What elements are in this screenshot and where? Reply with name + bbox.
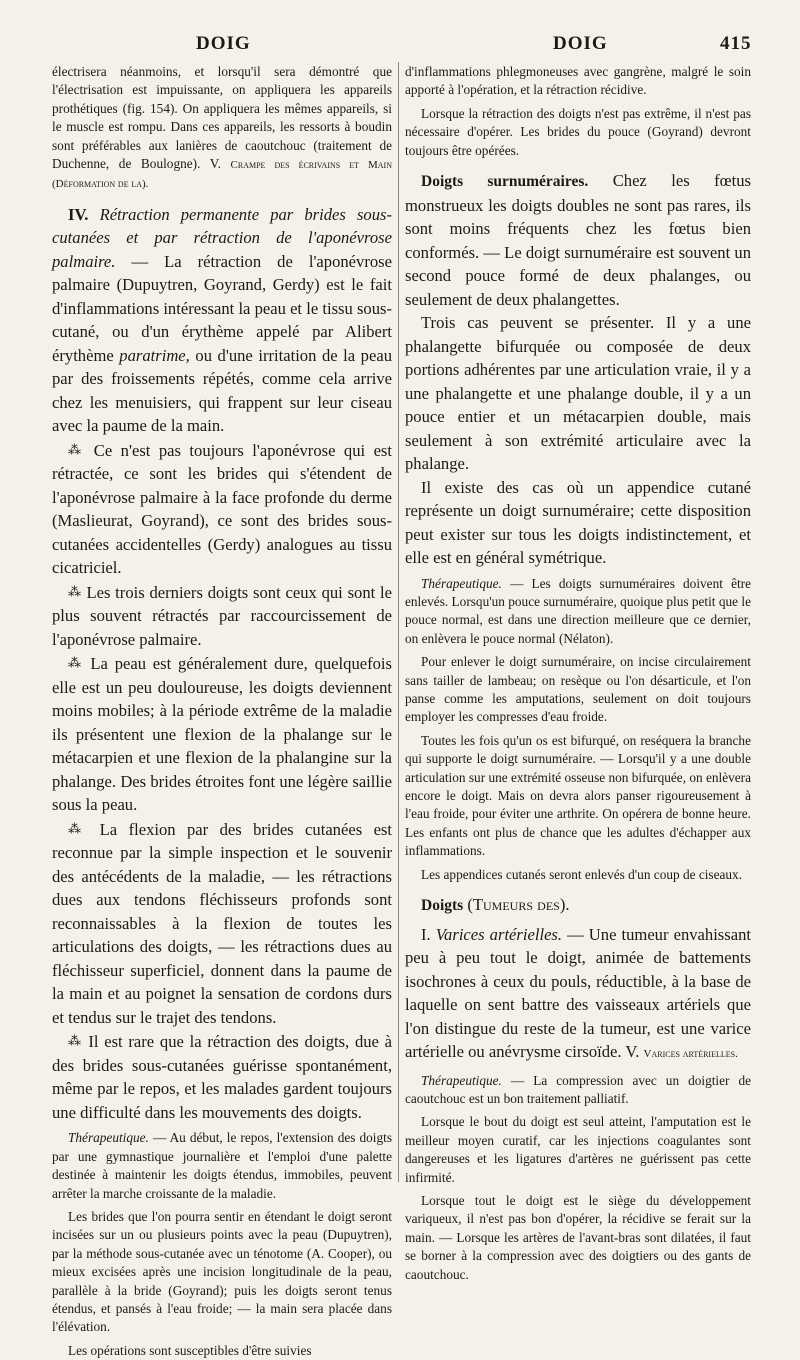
paragraph-text: Les trois derniers doigts sont ceux qui sont le plus souvent rétractés par raccourcissement de l'aponévrose palmaire. (52, 582, 392, 649)
section-tumeurs (405, 893, 751, 918)
section-retraction (52, 203, 392, 438)
right-column (405, 63, 752, 1282)
paragraph-text: Il existe des cas où un appendice cutané représente un doigt surnuméraire; cette disposition peut exister sur tous les doigts indistinctement, et elle est en général symétrique. (405, 477, 751, 568)
running-head-left: DOIG (196, 33, 251, 54)
paragraph-text: Toutes les fois qu'un os est bifurqué, on reséquera la branche qui supporte le doigt surnuméraire. — Lorsqu'il y a une double articulation sur une extrémité osseuse non bifurquée, on enlèvera encore le doigt. Mais on devra alors panser rigoureusement à l'eau froide, pour éviter une arthrite. On opérera de bonne heure. Les enfants ont plus de chance que les adultes d'échapper aux inflammations. (405, 732, 751, 859)
asterism: ⁂ (68, 583, 82, 599)
section-title: Varices artérielles. (435, 924, 563, 944)
paragraph-text: — Une tumeur envahissant peu à peu tout le doigt, animée de battements isochrones à ceux du pouls, réductible, à la base de laquelle on sent battre des vaisseaux artériels que l'on distingue du reste de la tumeur, est une varice artérielle ou anévrysme cirsoïde. V. (405, 924, 751, 1062)
paragraph-trois-doigts (52, 580, 392, 652)
paragraph-operations (52, 1342, 392, 1360)
paragraph-text: Lorsque tout le doigt est le siège du développement variqueux, il n'est pas bon d'opérer, la récidive se ferait sur la main. — Lorsque les artères de l'avant-bras sont dilatées, il faut se borner à la compression avec des doigtiers ou des gants de caoutchouc. (405, 1192, 751, 1282)
paragraph-electrisation (52, 63, 392, 194)
section-number: I. (421, 924, 431, 944)
running-head-center: DOIG (553, 33, 608, 54)
paragraph-rare (52, 1029, 392, 1124)
paragraph-retraction-extreme (405, 105, 751, 160)
paragraph-text: d'inflammations phlegmoneuses avec gangrène, malgré le soin apporté à l'opération, et la rétraction récidive. (405, 64, 751, 98)
paragraph-brides (52, 1208, 392, 1337)
paragraph-flexion (52, 817, 392, 1030)
therapeutique-label: Thérapeutique. (421, 1072, 502, 1088)
section-title: Rétraction permanente par brides sous-cutanées et par rétraction de l'aponévrose palmaire. (52, 204, 392, 271)
paragraph-bout-doigt (405, 1113, 751, 1187)
paragraph-text: La peau est généralement dure, quelquefois elle est un peu douloureuse, les doigts deviennent moins mobiles; à la période extrême de la maladie ils présentent une flexion de la phalange sur le métacarpien et une flexion de la phalangine sur la phalange. Des brides étroites font une légère saillie sous la peau. (52, 654, 393, 815)
paragraph-text: Les brides que l'on pourra sentir en étendant le doigt seront incisées sur un ou plusieurs points avec la peau (Dupuytren), par la méthode sous-cutanée avec un ténotome (A. Cooper), ou mieux excisées après une incision longitudinale de la peau, parallèle à la bride (Goyrand); puis les doigts seront tenus étendus, et pansés à l'eau froide; — la main sera placée dans l'élévation. (52, 1208, 392, 1335)
asterism: ⁂ (68, 1033, 83, 1049)
paragraph-text: Ce n'est pas toujours l'aponévrose qui est rétractée, ce sont les brides qui s'étendent de l'aponévrose palmaire à la face profonde du derme (Maslieurat, Goyrand), ce sont des brides sous-cutanées accidentelles (Gerdy) analogues au tissu cicatriciel. (52, 440, 392, 578)
paragraph-text: Lorsque la rétraction des doigts n'est pas extrême, il n'est pas nécessaire d'opérer. Les brides du pouce (Goyrand) devront toujours être opérées. (405, 105, 751, 158)
paragraph-text: Lorsque le bout du doigt est seul atteint, l'amputation est le meilleur moyen curatif, car les injections coagulantes sont dangereuses et les ligatures d'artères ne guérissent pas cette infirmité. (405, 1114, 751, 1185)
paragraph-text: — Au début, le repos, l'extension des doigts par une gymnastique journalière et l'emploi d'une palette destinée à maintenir les doigts étendus, immobiles, peuvent arrêter la marche croissante de la maladie. (52, 1130, 392, 1201)
paragraph-trois-cas (405, 311, 751, 476)
asterism: ⁂ (68, 655, 84, 671)
section-varices (405, 923, 751, 1067)
paragraph-text: Chez les fœtus monstrueux les doigts doubles ne sont pas rares, ils sont moins fréquents chez les fœtus bien conformés. — Le doigt surnuméraire est souvent un second pouce formé de deux phalanges, ou seulement de deux phalangettes. (405, 171, 751, 309)
paragraph-os-bifurque (405, 732, 751, 861)
paragraph-text: — Les doigts surnuméraires doivent être enlevés. Lorsqu'un pouce surnuméraire, quoique plus petit que le pouce normal, est dans une direction meilleure que ce dernier, on enlèvera le pouce normal (Nélaton). (405, 575, 751, 646)
asterism: ⁂ (68, 820, 89, 836)
asterism: ⁂ (68, 441, 86, 457)
section-doigts-surnumeraires (405, 169, 751, 311)
column-divider (398, 62, 399, 1182)
paragraph-text: Les opérations sont susceptibles d'être suivies (68, 1342, 312, 1358)
paragraph-therapeutique-surnum (405, 575, 751, 649)
paragraph-text: Les appendices cutanés seront enlevés d'un coup de ciseaux. (421, 866, 743, 882)
paragraph-text: Trois cas peuvent se présenter. Il y a une phalangette bifurquée ou composée de deux portions adhérentes par une articulation vraie, il y a une phalangette et une phalange double, il y a un pouce entier et un métacarpien double, mais seulement à son extrémité articulaire avec la phalange. (405, 313, 751, 474)
paragraph-text: — La rétraction de l'aponévrose palmaire (Dupuytren, Goyrand, Gerdy) est le fait d'inflammations intéressant la peau et le tissu sous-cutané, ou d'un érythème appelé par Alibert érythème (52, 251, 392, 365)
section-heading: Doigts (421, 897, 464, 915)
left-column (52, 63, 393, 1358)
paragraph-enlever (405, 653, 751, 727)
section-heading: Doigts surnuméraires. (421, 173, 589, 191)
page-number: 415 (720, 33, 752, 54)
paragraph-text: La flexion par des brides cutanées est reconnue par la simple inspection et le souvenir des antécédents de la maladie, — les rétractions dues aux tendons fléchisseurs profonds sont reconnaissables à la flexion de toutes les articulations des doigts, — les rétractions dues au fléchisseur superficiel, donnent dans la paume de la main et au poignet la sensation de cordons durs et tendus sur le trajet des tendons. (52, 819, 393, 1027)
therapeutique-label: Thérapeutique. (68, 1130, 149, 1146)
section-number: IV. (68, 204, 89, 224)
paragraph-text: Pour enlever le doigt surnuméraire, on incise circulairement sans tailler de lambeau; on resèque ou l'on désarticule, et l'on panse comme les amputations, seulement on doit toujours employer les compresses d'eau froide. (405, 654, 751, 725)
cross-reference: Crampe des écrivains et Main (Déformation de la). (52, 159, 392, 191)
paragraph-therapeutique (52, 1129, 392, 1203)
paragraph-tout-doigt (405, 1192, 751, 1284)
paragraph-peau (52, 651, 392, 817)
therapeutique-label: Thérapeutique. (421, 575, 502, 591)
section-subheading: (Tumeurs des). (467, 895, 570, 915)
paragraph-aponevrose (52, 438, 392, 580)
paragraph-text: électrisera néanmoins, et lorsqu'il sera démontré que l'électrisation est impuissante, on appliquera les appareils prothétiques (fig. 154). On appliquera les mêmes appareils, si le muscle est rompu. Dans ces appareils, les ressorts à boudin sont préférables aux lanières de caoutchouc (traitement de Duchenne, de Boulogne). V. (52, 64, 392, 172)
paragraph-appendices (405, 866, 751, 884)
paragraph-therapeutique-varices (405, 1072, 751, 1109)
paragraph-text: Il est rare que la rétraction des doigts, due à des brides sous-cutanées guérisse spontanément, même par le repos, et les malades gardent toujours une difficulté dans les mouvements des doigts. (52, 1032, 393, 1122)
paragraph-inflammations (405, 63, 751, 100)
paragraph-text: — La compression avec un doigtier de caoutchouc est un bon traitement palliatif. (405, 1072, 752, 1106)
paragraph-appendice (405, 476, 751, 570)
italic-term: paratrime, (119, 345, 190, 365)
cross-reference: Varices artérielles. (643, 1048, 738, 1061)
running-head (0, 33, 800, 57)
paragraph-text: ou d'une irritation de la peau par des froissements répétés, comme cela arrive chez les menuisiers, qui frappent sur leur ciseau avec la paume de la main. (52, 345, 393, 436)
